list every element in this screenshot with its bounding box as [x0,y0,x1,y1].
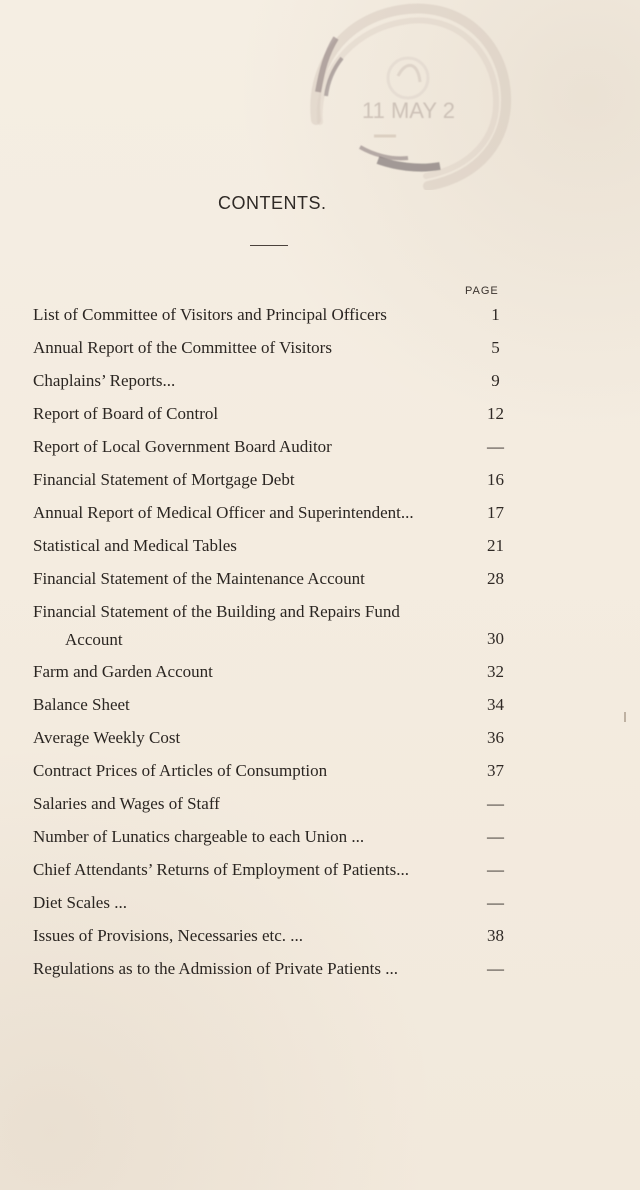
contents-entry [33,787,593,820]
contents-entry [33,655,593,688]
contents-entry [33,529,593,562]
entry-title: Average Weekly Cost [33,728,181,747]
entry-title: Report of Board of Control [33,404,219,423]
title-divider [250,245,288,246]
entry-title: Report of Local Government Board Auditor [33,437,332,456]
entry-title: Financial Statement of the Maintenance Account [33,569,365,588]
entry-title: Chief Attendants’ Returns of Employment of Patients... [33,860,409,879]
entry-title [33,598,463,654]
contents-entry [33,721,593,754]
contents-entry [33,298,593,331]
entry-page-number: 16 [487,470,504,489]
entry-title-line-1: Financial Statement of the Building and Repairs Fund [33,602,400,621]
entry-title: Annual Report of the Committee of Visitors [33,338,332,357]
page-mark [624,712,626,722]
entry-page-number: 9 [491,371,500,390]
contents-entry [33,364,593,397]
contents-entry [33,595,593,655]
entry-title: Issues of Provisions, Necessaries etc. ... [33,926,304,945]
contents-list [33,298,593,985]
entry-page-number: 21 [487,536,504,555]
contents-entry [33,919,593,952]
entry-page-number: 17 [487,503,504,522]
entry-title: Balance Sheet [33,695,130,714]
contents-entry [33,853,593,886]
entry-page-number: 1 [491,305,500,324]
entry-title: Contract Prices of Articles of Consumption [33,761,328,780]
contents-entry [33,688,593,721]
contents-entry [33,496,593,529]
entry-page-number: 37 [487,761,504,780]
entry-title-line-2: Account [65,630,123,649]
entry-title: Financial Statement of Mortgage Debt [33,470,295,489]
contents-entry [33,397,593,430]
contents-title: CONTENTS. [218,193,327,213]
entry-title: List of Committee of Visitors and Principal Officers [33,305,387,324]
page-column-heading: PAGE [465,285,499,297]
entry-page-number: 32 [487,662,504,681]
contents-entry [33,331,593,364]
svg-text:11 MAY 2: 11 MAY 2 [362,98,455,123]
entry-title: Number of Lunatics chargeable to each Union ... [33,827,365,846]
contents-entry [33,952,593,985]
entry-title: Statistical and Medical Tables [33,536,237,555]
entry-page-number: 36 [487,728,504,747]
entry-page-number: — [487,827,504,846]
entry-page-number: 38 [487,926,504,945]
contents-entry [33,886,593,919]
contents-entry [33,562,593,595]
entry-title: Chaplains’ Reports... [33,371,176,390]
entry-page-number: 5 [491,338,500,357]
entry-page-number: 12 [487,404,504,423]
entry-page-number: 34 [487,695,504,714]
entry-page-number: 28 [487,569,504,588]
entry-title: Annual Report of Medical Officer and Superintendent... [33,503,414,522]
entry-page-number: — [487,437,504,456]
contents-entry [33,430,593,463]
contents-entry [33,754,593,787]
entry-title: Diet Scales ... [33,893,127,912]
entry-title: Regulations as to the Admission of Private Patients ... [33,959,399,978]
library-stamp [300,0,520,190]
contents-entry [33,820,593,853]
entry-page-number: — [487,860,504,879]
entry-page-number: — [487,794,504,813]
entry-title: Farm and Garden Account [33,662,213,681]
entry-page-number: 30 [487,629,504,648]
entry-page-number: — [487,893,504,912]
entry-page-number: — [487,959,504,978]
contents-entry [33,463,593,496]
entry-title: Salaries and Wages of Staff [33,794,220,813]
